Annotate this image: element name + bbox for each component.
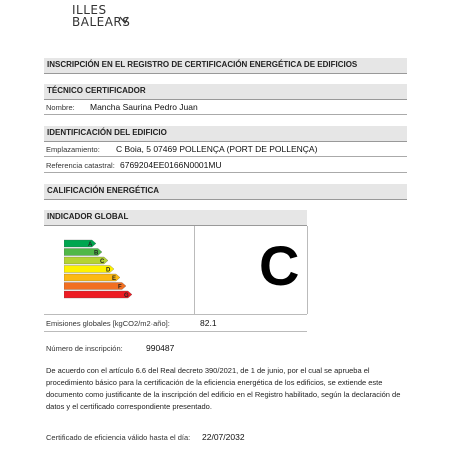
tecnico-section-header [44, 84, 407, 100]
emplazamiento-label: Emplazamiento: [46, 145, 100, 154]
main-title-bar [44, 58, 407, 74]
scale-letter-b: B [94, 250, 99, 257]
main-title: INSCRIPCIÓN EN EL REGISTRO DE CERTIFICACIÓN ENERGÉTICA DE EDIFICIOS [47, 60, 358, 69]
scale-letter-e: E [112, 275, 117, 282]
validez-value: 22/07/2032 [202, 432, 245, 442]
scale-letter-c: C [100, 258, 105, 265]
emisiones-row [44, 314, 307, 332]
logo-line-2: BALEARS [72, 15, 131, 29]
inscripcion-value: 990487 [146, 343, 175, 353]
inscripcion-row [46, 343, 175, 353]
indicador-section-header [44, 210, 307, 226]
emplazamiento-row [44, 142, 407, 157]
referencia-row [44, 158, 407, 173]
declaration-paragraph: De acuerdo con el artículo 6.6 del Real decreto 390/2021, de 1 de junio, por el cual se aprueba el procedimiento básico para la certificación de la eficiencia energética de los edificios, se extiende este documento como justificante de la inscripción del edificio en el Registro habilitado, según la declaración de datos y el certificado correspondiente presentado. [46, 366, 401, 411]
inscripcion-label: Número de inscripción: [46, 344, 123, 353]
referencia-value: 6769204EE0166N0001MU [120, 160, 222, 170]
calificacion-section-title: CALIFICACIÓN ENERGÉTICA [47, 186, 159, 195]
logo-arrow-icon [119, 16, 129, 24]
energy-rating-scale [64, 238, 144, 300]
scale-bar-f [64, 283, 126, 291]
scale-bar-e [64, 274, 120, 282]
calificacion-section-header [44, 184, 407, 200]
emisiones-label: Emisiones globales [kgCO2/m2·año]: [46, 319, 170, 328]
rating-letter: C [259, 234, 300, 297]
scale-bar-a [64, 240, 96, 248]
validez-label: Certificado de eficiencia válido hasta el día: [46, 433, 191, 442]
emplazamiento-value: C Boia, 5 07469 POLLENÇA (PORT DE POLLENÇA) [116, 144, 318, 154]
scale-letter-f: F [118, 284, 122, 291]
scale-bar-g [64, 291, 132, 299]
identificacion-section-title: IDENTIFICACIÓN DEL EDIFICIO [47, 128, 167, 137]
nombre-label: Nombre: [46, 103, 75, 112]
scale-bar-c [64, 257, 108, 265]
scale-letter-a: A [88, 241, 93, 248]
nombre-value: Mancha Saurina Pedro Juan [90, 102, 198, 112]
scale-letter-d: D [106, 267, 111, 274]
tecnico-nombre-row [44, 100, 407, 115]
logo-line-1: ILLES [72, 3, 107, 17]
scale-bar-b [64, 249, 102, 257]
indicador-section-title: INDICADOR GLOBAL [47, 212, 129, 221]
emisiones-value: 82.1 [200, 318, 217, 328]
identificacion-section-header [44, 126, 407, 142]
validez-row [46, 432, 245, 442]
scale-letter-g: G [124, 292, 129, 299]
scale-bar-d [64, 266, 114, 274]
tecnico-section-title: TÉCNICO CERTIFICADOR [47, 86, 146, 95]
referencia-label: Referencia catastral: [46, 161, 115, 170]
